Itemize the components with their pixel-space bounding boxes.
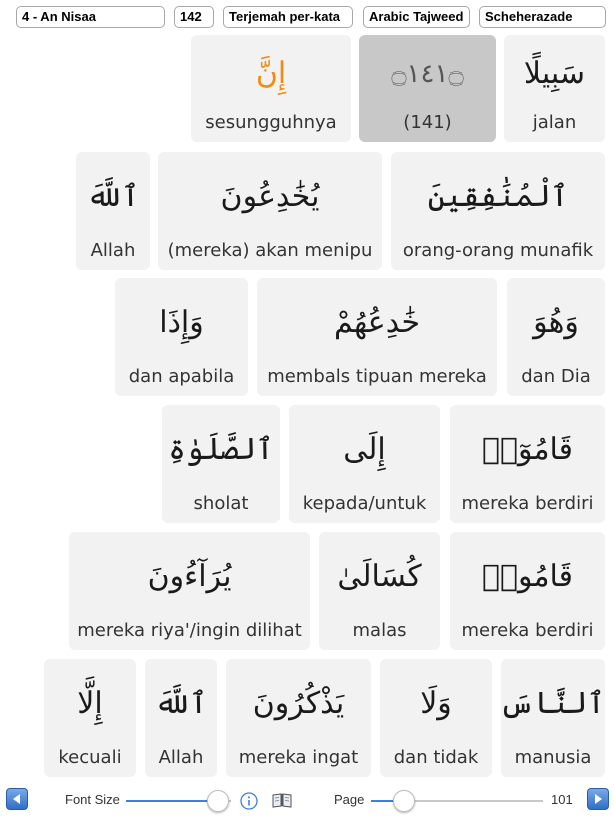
surah-selector[interactable]: 4 - An Nisaa (16, 6, 165, 28)
word-tile[interactable] (257, 278, 497, 396)
arabic-word: كُسَالَىٰ (337, 559, 422, 594)
word-translation: membals tipuan mereka (267, 366, 487, 387)
word-translation: Allah (158, 747, 204, 768)
verse-number-ornament: ۝١٤١۝ (391, 59, 464, 89)
page-label: Page (334, 792, 365, 807)
word-translation: dan tidak (393, 747, 479, 768)
word-tile[interactable] (115, 278, 248, 396)
word-translation: mereka berdiri (461, 620, 594, 641)
word-translation: sesungguhnya (205, 112, 337, 133)
word-translation: mereka berdiri (461, 493, 594, 514)
arrow-left-icon (11, 793, 23, 805)
word-tile[interactable] (319, 532, 440, 650)
word-tile[interactable] (501, 659, 605, 777)
script-style-selector[interactable]: Arabic Tajweed (363, 6, 470, 28)
arabic-word: ٱلْمُنَٰفِقِينَ (427, 179, 569, 214)
word-translation: mereka ingat (238, 747, 359, 768)
page-slider-thumb[interactable] (393, 790, 415, 812)
word-translation: malas (352, 620, 407, 641)
next-button[interactable] (587, 788, 609, 810)
arabic-word: وَلَا (420, 686, 452, 721)
arabic-word: إِلَى (343, 432, 386, 467)
word-tile[interactable] (450, 405, 605, 523)
word-tile[interactable] (69, 532, 310, 650)
arabic-word: يَذْكُرُونَ (252, 686, 345, 721)
word-translation: jalan (532, 112, 577, 133)
word-translation: mereka riya'/ingin dilihat (77, 620, 302, 641)
arabic-word: سَبِيلًا (523, 56, 586, 91)
word-translation: manusia (514, 747, 592, 768)
word-translation: dan Dia (521, 366, 591, 387)
word-tile[interactable] (226, 659, 371, 777)
page-number: 101 (551, 792, 573, 807)
arabic-word: قَامُوا۟ (481, 559, 574, 594)
word-tile[interactable] (391, 152, 605, 270)
arabic-word: يُرَآءُونَ (147, 559, 232, 594)
arabic-word: وَهُوَ (533, 305, 579, 340)
arrow-right-icon (592, 793, 604, 805)
word-translation: kecuali (58, 747, 122, 768)
arabic-word: قَامُوٓا۟ (481, 432, 574, 467)
translation-mode-selector[interactable]: Terjemah per-kata (223, 6, 353, 28)
word-translation: dan apabila (128, 366, 235, 387)
verse-marker-tile[interactable] (359, 35, 496, 142)
word-tile[interactable] (289, 405, 440, 523)
arabic-word: وَإِذَا (159, 305, 204, 340)
word-translation: sholat (193, 493, 249, 514)
word-translation: Allah (90, 240, 136, 261)
word-tile[interactable] (44, 659, 136, 777)
word-tile[interactable] (191, 35, 351, 142)
word-tile[interactable] (145, 659, 217, 777)
word-tile[interactable] (450, 532, 605, 650)
word-translation: orang-orang munafik (402, 240, 594, 261)
font-selector[interactable]: Scheherazade (479, 6, 606, 28)
arabic-word: خَٰدِعُهُمْ (334, 305, 420, 340)
word-translation: kepada/untuk (302, 493, 427, 514)
arabic-word: يُخَٰدِعُونَ (220, 179, 320, 214)
arabic-word: ٱلصَّلَوٰةِ (168, 432, 274, 467)
word-tile[interactable] (380, 659, 492, 777)
font-size-slider-thumb[interactable] (207, 790, 229, 812)
ayah-number-selector[interactable]: 142 (174, 6, 214, 28)
font-size-label: Font Size (65, 792, 120, 807)
previous-button[interactable] (6, 788, 28, 810)
top-toolbar (0, 0, 614, 36)
arabic-word: ٱللَّهَ (154, 686, 208, 721)
word-tile[interactable] (76, 152, 150, 270)
word-tile[interactable] (158, 152, 382, 270)
arabic-word: ٱللَّهَ (86, 179, 140, 214)
book-icon[interactable] (272, 792, 292, 808)
word-translation: (141) (403, 112, 452, 133)
word-tile[interactable] (504, 35, 605, 142)
word-translation: (mereka) akan menipu (167, 240, 373, 261)
bottom-toolbar (0, 781, 614, 819)
font-size-slider-fill (126, 800, 218, 802)
word-tile[interactable] (162, 405, 280, 523)
info-icon[interactable] (240, 792, 258, 810)
arabic-word: إِلَّا (77, 686, 103, 721)
arabic-word: ٱلنَّاسَ (499, 686, 605, 721)
word-tile[interactable] (507, 278, 605, 396)
arabic-word: إِنَّ (255, 56, 287, 91)
